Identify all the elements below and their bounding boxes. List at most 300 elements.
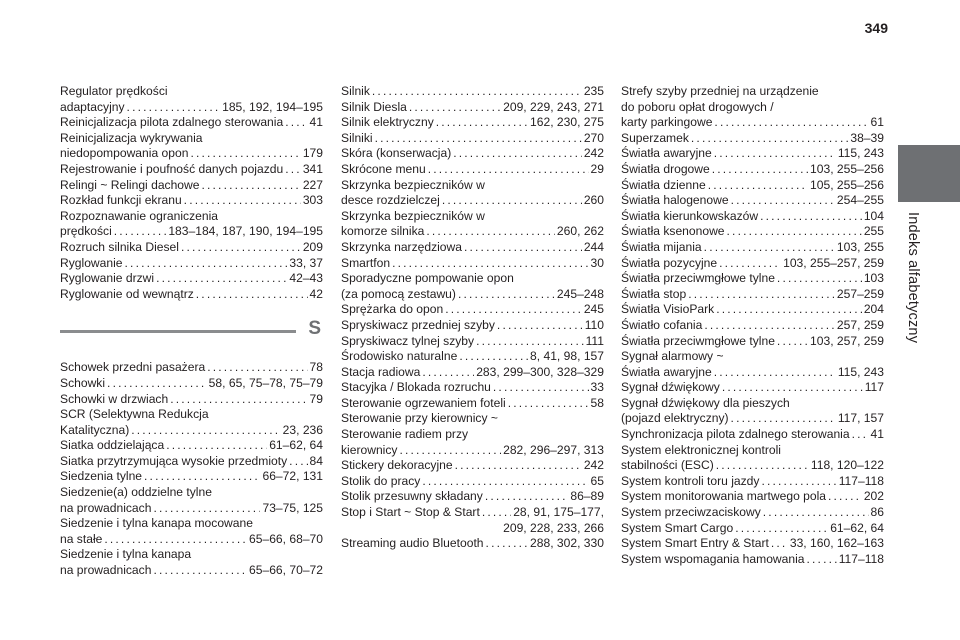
entry-pages: 183–184, 187, 190, 194–195 — [168, 224, 323, 239]
leader-dots — [459, 349, 528, 365]
index-entry — [341, 349, 604, 365]
entry-heading-line: Sterowanie radiem przy — [341, 427, 469, 442]
index-entry — [60, 469, 323, 485]
leader-dots — [852, 427, 869, 443]
entry-leader-line — [621, 302, 884, 318]
index-entry — [621, 224, 884, 240]
index-entry — [60, 438, 323, 454]
entry-term: Spryskiwacz przedniej szyby — [341, 317, 495, 332]
entry-pages: 227 — [302, 177, 323, 192]
entry-heading-line: Rozpoznawanie ograniczenia — [60, 208, 218, 223]
entry-heading-line: Sygnał alarmowy ~ — [621, 349, 724, 364]
entry-pages: 73–75, 125 — [262, 500, 323, 515]
index-entry — [60, 162, 323, 178]
leader-dots — [714, 146, 836, 162]
entry-term: na prowadnicach — [60, 500, 152, 515]
entry-term: System wspomagania hamowania — [621, 551, 805, 566]
entry-term: Stolik do pracy — [341, 473, 421, 488]
entry-leader-line — [621, 271, 884, 287]
leader-dots — [196, 287, 308, 303]
leader-dots — [190, 146, 300, 162]
index-entry — [341, 256, 604, 272]
entry-heading-line: Strefy szyby przedniej na urządzenie — [621, 84, 819, 98]
index-entry — [60, 516, 323, 547]
entry-leader-line — [621, 318, 884, 334]
entry-leader-line — [341, 115, 604, 131]
entry-pages: 33, 37 — [289, 255, 323, 270]
entry-pages: 242 — [583, 458, 604, 473]
leader-dots — [763, 505, 869, 521]
entry-pages: 303 — [302, 193, 323, 208]
index-entry — [621, 271, 884, 287]
entry-leader-line — [341, 505, 604, 521]
entry-term: Światła dzienne — [621, 177, 706, 192]
entry-leader-line — [621, 224, 884, 240]
leader-dots — [691, 131, 848, 147]
entry-leader-line — [60, 193, 323, 209]
entry-pages: 115, 243 — [837, 146, 884, 161]
entry-term: Siedzenia tylne — [60, 469, 143, 484]
leader-dots — [777, 334, 808, 350]
entry-leader-line — [341, 458, 604, 474]
index-entry — [341, 146, 604, 162]
entry-pages: 282, 296–297, 313 — [503, 442, 604, 457]
entry-pages: 244 — [583, 239, 604, 254]
section-divider — [60, 330, 296, 333]
leader-dots — [426, 224, 555, 240]
leader-dots — [170, 392, 307, 408]
entry-term: desce rozdzielczej — [341, 193, 440, 208]
entry-leader-line — [60, 115, 323, 131]
entry-term: Stop i Start ~ Stop & Start — [341, 505, 480, 520]
leader-dots — [207, 360, 307, 376]
entry-term: System monitorowania martwego pola — [621, 489, 827, 504]
leader-dots — [714, 115, 868, 131]
entry-leader-line — [621, 536, 884, 552]
leader-dots — [153, 501, 260, 517]
entry-leader-line — [621, 178, 884, 194]
leader-dots — [497, 318, 583, 334]
entry-leader-line — [60, 454, 323, 470]
leader-dots — [722, 380, 863, 396]
leader-dots — [422, 365, 474, 381]
leader-dots — [771, 536, 788, 552]
index-entry — [341, 396, 604, 412]
entry-pages: 66–72, 131 — [262, 469, 323, 484]
index-entry — [60, 454, 323, 470]
index-entry — [60, 178, 323, 194]
index-list-r — [60, 84, 323, 302]
entry-leader-line — [60, 146, 323, 162]
index-entry — [621, 84, 884, 131]
index-entry — [341, 365, 604, 381]
entry-term: Światła awaryjne — [621, 146, 712, 161]
entry-pages: 86 — [870, 505, 884, 520]
entry-pages: 117 — [864, 380, 884, 395]
entry-pages: 103, 255 — [836, 239, 884, 254]
entry-term: (pojazd elektryczny) — [621, 411, 729, 426]
entry-leader-line — [341, 256, 604, 272]
entry-heading-line: Regulator prędkości — [60, 84, 168, 98]
entry-pages: 204 — [863, 302, 884, 317]
entry-pages: 33, 160, 162–163 — [789, 536, 884, 551]
entry-leader-line — [341, 84, 604, 100]
entry-pages: 41 — [870, 427, 884, 442]
index-entry — [341, 240, 604, 256]
entry-pages: 79 — [309, 391, 323, 406]
index-entry — [60, 287, 323, 303]
entry-heading-line: Reinicjalizacja wykrywania — [60, 130, 203, 145]
entry-term: Schowki w drzwiach — [60, 391, 169, 406]
entry-term: stabilności (ESC) — [621, 458, 714, 473]
entry-heading-line: Skrzynka bezpieczników w — [341, 177, 485, 192]
index-entry — [60, 407, 323, 438]
entry-leader-line — [60, 438, 323, 454]
index-column-1 — [60, 84, 323, 579]
entry-heading-line: Sporadyczne pompowanie opon — [341, 271, 514, 286]
entry-pages: 162, 230, 275 — [530, 115, 604, 130]
entry-term: Rejestrowanie i poufność danych pojazdu — [60, 161, 284, 176]
entry-pages: 33 — [590, 380, 604, 395]
entry-term: Skrzynka narzędziowa — [341, 239, 462, 254]
section-letter: S — [308, 318, 321, 340]
entry-pages: 61–62, 64 — [269, 438, 323, 453]
index-entry — [341, 100, 604, 116]
index-entry — [341, 411, 604, 458]
index-entry — [621, 521, 884, 537]
entry-pages: 270 — [583, 130, 604, 145]
index-column-2 — [341, 84, 604, 552]
entry-term: Ryglowanie drzwi — [60, 271, 155, 286]
leader-dots — [777, 271, 862, 287]
entry-heading-line: Siedzenie(a) oddzielne tylne — [60, 485, 212, 500]
entry-pages: 179 — [302, 146, 323, 161]
leader-dots — [508, 396, 589, 412]
index-entry — [60, 485, 323, 516]
index-entry — [621, 240, 884, 256]
leader-dots — [156, 271, 287, 287]
entry-leader-line — [341, 474, 604, 490]
entry-term: Światła stop — [621, 286, 687, 301]
leader-dots — [731, 193, 835, 209]
entry-pages: 117, 157 — [837, 411, 884, 426]
entry-term: Środowisko naturalne — [341, 349, 458, 364]
entry-heading-line: SCR (Selektywna Redukcja — [60, 407, 209, 422]
index-entry — [60, 209, 323, 240]
entry-heading-line: System elektronicznej kontroli — [621, 442, 781, 457]
index-entry — [341, 380, 604, 396]
entry-pages: 117–118 — [838, 473, 884, 488]
index-entry — [341, 115, 604, 131]
entry-pages: 117–118 — [838, 551, 884, 566]
entry-term: System kontroli toru jazdy — [621, 473, 760, 488]
entry-heading-line: Siedzenie i tylna kanapa — [60, 547, 192, 562]
entry-leader-line — [341, 318, 604, 334]
entry-leader-line — [341, 443, 604, 459]
entry-leader-line — [341, 334, 604, 350]
leader-dots — [716, 302, 862, 318]
entry-term: Skrócone menu — [341, 161, 426, 176]
entry-leader-line — [341, 396, 604, 412]
entry-leader-line — [60, 162, 323, 178]
index-entry — [621, 318, 884, 334]
entry-pages: 23, 236 — [282, 422, 323, 437]
leader-dots — [493, 380, 589, 396]
entry-term: Smartfon — [341, 255, 391, 270]
entry-heading-line: Sterowanie przy kierownicy ~ — [341, 411, 498, 426]
entry-term: komorze silnika — [341, 224, 425, 239]
index-entry — [621, 209, 884, 225]
index-entry — [621, 552, 884, 568]
index-entry — [621, 505, 884, 521]
entry-term: na prowadnicach — [60, 563, 152, 578]
entry-pages: 283, 299–300, 328–329 — [476, 364, 604, 379]
entry-term: System przeciwzaciskowy — [621, 505, 761, 520]
entry-pages: 61 — [870, 115, 884, 130]
entry-term: Silnik Diesla — [341, 99, 407, 114]
entry-leader-line — [621, 115, 884, 131]
entry-term: Katalityczna) — [60, 422, 130, 437]
leader-dots — [184, 193, 301, 209]
leader-dots — [828, 489, 862, 505]
entry-pages: 115, 243 — [837, 364, 884, 379]
entry-term: Rozruch silnika Diesel — [60, 239, 179, 254]
entry-pages: 118, 120–122 — [810, 458, 884, 473]
entry-leader-line — [60, 423, 323, 439]
entry-pages: 245 — [583, 302, 604, 317]
entry-leader-line — [341, 224, 604, 240]
index-entry — [60, 271, 323, 287]
entry-pages: 209 — [302, 239, 323, 254]
entry-term: Stickery dekoracyjne — [341, 458, 453, 473]
entry-leader-line — [341, 489, 604, 505]
entry-leader-line — [621, 427, 884, 443]
entry-term: Silniki — [341, 130, 373, 145]
entry-term: Schowek przedni pasażera — [60, 360, 206, 375]
entry-leader-line — [621, 146, 884, 162]
entry-pages: 8, 41, 98, 157 — [530, 349, 604, 364]
entry-pages: 42–43 — [289, 271, 323, 286]
leader-dots — [735, 521, 828, 537]
entry-term: Relingi ~ Relingi dachowe — [60, 177, 200, 192]
leader-dots — [704, 240, 835, 256]
leader-dots — [445, 302, 582, 318]
entry-leader-line — [341, 193, 604, 209]
leader-dots — [464, 240, 582, 256]
entry-term: Stolik przesuwny składany — [341, 489, 483, 504]
index-entry — [621, 489, 884, 505]
side-section-label: Indeks alfabetyczny — [905, 212, 921, 344]
index-entry — [60, 256, 323, 272]
leader-dots — [716, 458, 809, 474]
entry-leader-line — [341, 287, 604, 303]
entry-pages: 202 — [863, 489, 884, 504]
index-entry — [621, 536, 884, 552]
entry-leader-line — [621, 193, 884, 209]
entry-leader-line — [621, 552, 884, 568]
index-list-s — [60, 360, 323, 578]
entry-term: Siatka oddzielająca — [60, 438, 165, 453]
index-entry — [60, 240, 323, 256]
entry-leader-line — [341, 536, 604, 552]
entry-pages-continued: 209, 228, 233, 266 — [503, 520, 604, 535]
index-entry — [621, 474, 884, 490]
entry-term: (za pomocą zestawu) — [341, 286, 456, 301]
entry-term: System Smart Entry & Start — [621, 536, 769, 551]
index-entry — [60, 193, 323, 209]
leader-dots — [153, 563, 247, 579]
entry-leader-line — [60, 271, 323, 287]
leader-dots — [485, 489, 569, 505]
leader-dots — [731, 411, 836, 427]
index-entry — [341, 458, 604, 474]
entry-leader-line — [621, 256, 884, 272]
entry-leader-line — [341, 131, 604, 147]
entry-leader-line — [60, 392, 323, 408]
entry-pages: 65–66, 70–72 — [249, 563, 323, 578]
leader-dots — [289, 454, 307, 470]
entry-pages: 255 — [863, 224, 884, 239]
entry-pages: 235 — [583, 84, 604, 98]
entry-term: prędkości — [60, 224, 112, 239]
entry-pages: 105, 255–256 — [810, 177, 884, 192]
leader-dots — [131, 423, 280, 439]
leader-dots — [455, 458, 582, 474]
index-entry — [60, 547, 323, 578]
entry-leader-line — [621, 334, 884, 350]
entry-leader-line — [60, 501, 323, 517]
leader-dots — [202, 178, 301, 194]
entry-pages: 103, 255–257, 259 — [783, 255, 884, 270]
leader-dots — [372, 84, 582, 100]
index-entry — [341, 131, 604, 147]
entry-pages: 38–39 — [850, 130, 884, 145]
leader-dots — [708, 178, 808, 194]
index-entry — [60, 84, 323, 115]
entry-term: Schowki — [60, 375, 106, 390]
entry-term: Silnik — [341, 84, 370, 98]
entry-term: Sterowanie ogrzewaniem foteli — [341, 395, 506, 410]
leader-dots — [688, 287, 835, 303]
entry-pages: 84 — [309, 453, 323, 468]
entry-pages: 103, 255–256 — [810, 161, 884, 176]
leader-dots — [719, 256, 781, 272]
entry-heading-line: Siedzenie i tylna kanapa mocowane — [60, 516, 253, 531]
index-entry — [341, 271, 604, 302]
entry-term: Światła mijania — [621, 239, 702, 254]
entry-term: Światła przeciwmgłowe tylne — [621, 333, 775, 348]
index-entry — [60, 392, 323, 408]
index-entry — [621, 380, 884, 396]
entry-pages: 257, 259 — [836, 317, 884, 332]
entry-pages: 104 — [863, 208, 884, 223]
entry-leader-line — [621, 474, 884, 490]
leader-dots — [285, 115, 307, 131]
entry-pages: 209, 229, 243, 271 — [503, 99, 604, 114]
entry-heading-line: do poboru opłat drogowych / — [621, 99, 774, 114]
entry-leader-line — [621, 287, 884, 303]
entry-leader-line — [621, 489, 884, 505]
entry-pages: 29 — [590, 161, 604, 176]
leader-dots — [428, 162, 589, 178]
entry-pages: 242 — [583, 146, 604, 161]
entry-pages: 103, 257, 259 — [810, 333, 884, 348]
entry-pages: 110 — [584, 317, 604, 332]
leader-dots — [442, 193, 582, 209]
entry-term: Siatka przytrzymująca wysokie przedmioty — [60, 453, 288, 468]
entry-heading-line: Sygnał dźwiękowy dla pieszych — [621, 395, 790, 410]
entry-pages: 78 — [309, 360, 323, 375]
leader-dots — [285, 162, 301, 178]
entry-term: Światła VisioPark — [621, 302, 715, 317]
index-entry — [621, 334, 884, 350]
entry-term: Stacja radiowa — [341, 364, 421, 379]
entry-leader-line — [341, 100, 604, 116]
leader-dots — [486, 536, 528, 552]
entry-pages: 61–62, 64 — [830, 520, 884, 535]
index-entry — [621, 349, 884, 380]
entry-leader-line — [621, 505, 884, 521]
leader-dots — [727, 224, 862, 240]
entry-leader-line — [60, 178, 323, 194]
entry-pages: 260, 262 — [556, 224, 604, 239]
entry-pages: 86–89 — [570, 489, 604, 504]
entry-leader-line — [60, 100, 323, 116]
entry-leader-line — [621, 380, 884, 396]
entry-term: na stałe — [60, 531, 103, 546]
entry-leader-line — [621, 162, 884, 178]
entry-pages: 288, 302, 330 — [530, 536, 604, 551]
entry-leader-line — [60, 563, 323, 579]
leader-dots — [458, 287, 555, 303]
leader-dots — [436, 115, 528, 131]
entry-term: Streaming audio Bluetooth — [341, 536, 484, 551]
index-entry — [341, 505, 604, 536]
index-entry — [60, 131, 323, 162]
entry-term: Ryglowanie — [60, 255, 123, 270]
entry-pages: 65 — [590, 473, 604, 488]
leader-dots — [375, 131, 582, 147]
entry-term: Superzamek — [621, 130, 689, 145]
leader-dots — [712, 162, 808, 178]
leader-dots — [144, 469, 260, 485]
entry-leader-line — [60, 360, 323, 376]
entry-term: Ryglowanie od wewnątrz — [60, 286, 194, 301]
entry-term: Światła ksenonowe — [621, 224, 725, 239]
entry-pages: 111 — [585, 333, 604, 348]
entry-pages: 42 — [309, 286, 323, 301]
entry-term: Skóra (konserwacja) — [341, 146, 452, 161]
entry-pages: 103 — [863, 271, 884, 286]
leader-dots — [399, 443, 501, 459]
entry-leader-line — [621, 209, 884, 225]
index-entry — [621, 193, 884, 209]
entry-leader-line — [621, 131, 884, 147]
entry-pages: 28, 91, 175–177, — [513, 505, 604, 520]
entry-leader-line — [60, 287, 323, 303]
entry-term: Sygnał dźwiękowy — [621, 380, 720, 395]
leader-dots — [761, 474, 836, 490]
index-entry — [621, 178, 884, 194]
entry-pages: 245–248 — [556, 286, 604, 301]
index-entry — [341, 162, 604, 178]
index-entry — [341, 209, 604, 240]
entry-term: kierownicy — [341, 442, 398, 457]
index-column-3 — [621, 84, 884, 567]
leader-dots — [714, 365, 836, 381]
leader-dots — [125, 256, 288, 272]
entry-pages: 185, 192, 194–195 — [222, 99, 323, 114]
